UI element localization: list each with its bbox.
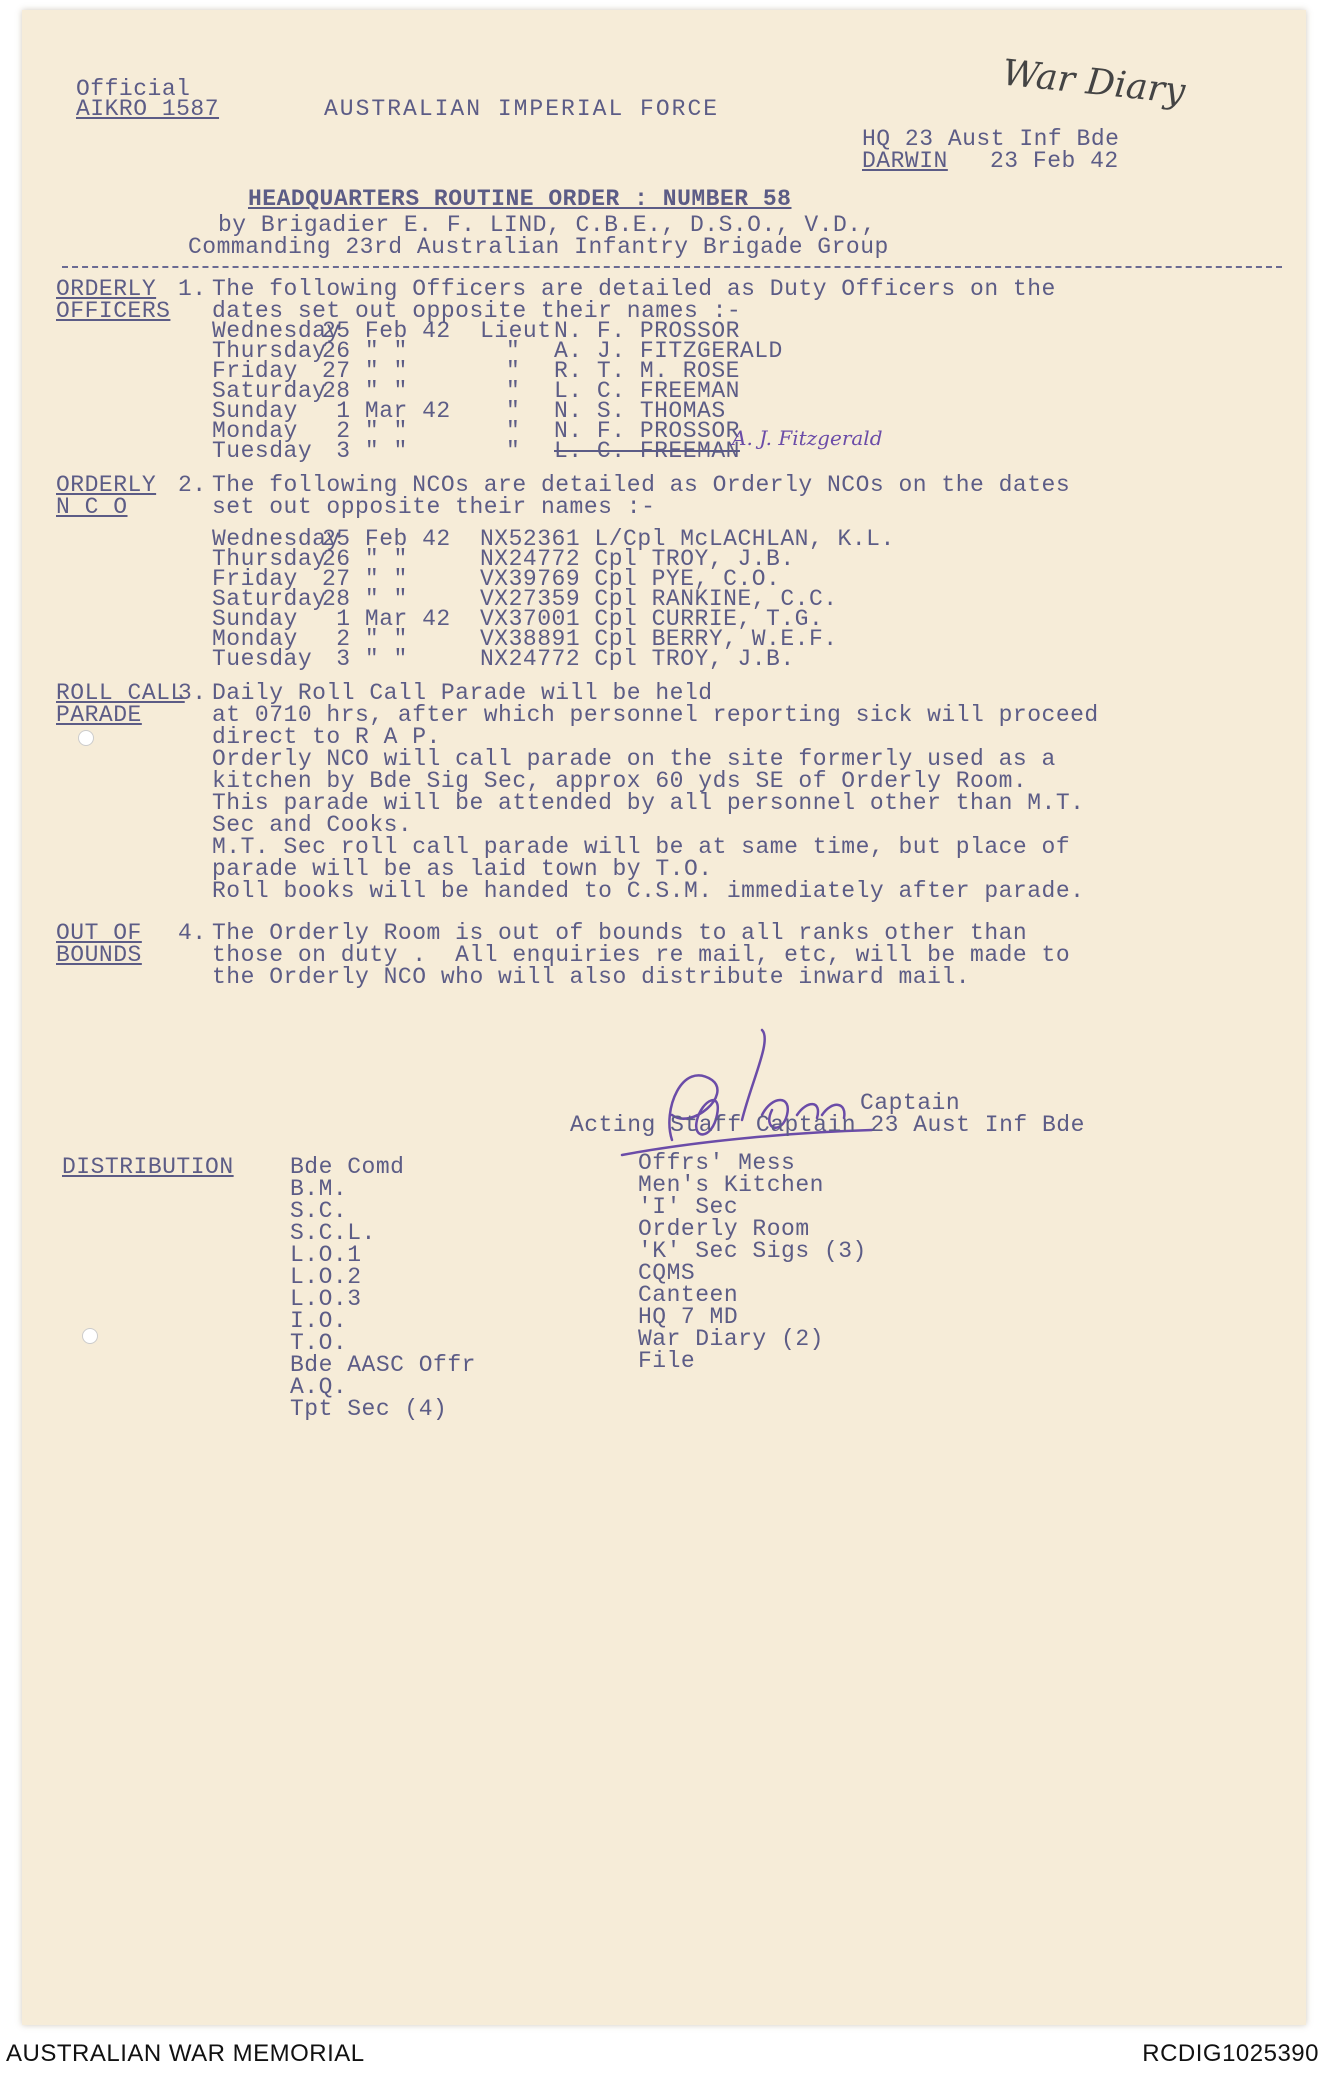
officers-number: 1. [178,276,207,302]
nco-row-entry: VX37001 Cpl CURRIE, T.G. [480,606,824,632]
distribution-item: Offrs' Mess [638,1150,796,1176]
distribution-item: 'I' Sec [638,1194,739,1220]
footer-right-id: RCDIG1025390 [1142,2040,1319,2067]
ncos-intro-2: set out opposite their names :- [212,494,656,520]
ncos-heading-2: N C O [56,494,128,520]
nco-row-date: 26 " " [322,546,408,572]
officer-row-name: A. J. FITZGERALD [554,338,783,364]
officer-row-mark: " [506,398,521,424]
ncos-number: 2. [178,472,207,498]
roll-call-line: M.T. Sec roll call parade will be at same time, but place of [212,834,1071,860]
bounds-heading-2: BOUNDS [56,942,142,968]
distribution-item: Canteen [638,1282,739,1308]
officer-row-date: 3 " " [322,438,408,464]
officer-row-name: N. S. THOMAS [554,398,726,424]
force-title: AUSTRALIAN IMPERIAL FORCE [324,96,720,122]
nco-row-day: Wednesday [212,526,341,552]
distribution-item: Men's Kitchen [638,1172,824,1198]
officer-row-date: 26 " " [322,338,408,364]
bounds-line: The Orderly Room is out of bounds to all ranks other than [212,920,1028,946]
distribution-item: L.O.1 [290,1242,362,1268]
nco-row-day: Sunday [212,606,298,632]
officer-row-mark: " [506,358,521,384]
officer-row-date: 28 " " [322,378,408,404]
roll-call-line: parade will be as laid town by T.O. [212,856,713,882]
officer-row-mark: " [506,418,521,444]
by-line: by Brigadier E. F. LIND, C.B.E., D.S.O., V.D., [218,212,876,238]
official-ref-line-1: Official [76,76,191,102]
nco-row-date: 28 " " [322,586,408,612]
place: DARWIN [862,148,948,174]
officer-row-day: Thursday [212,338,327,364]
distribution-item: S.C. [290,1198,348,1224]
distribution-item: S.C.L. [290,1220,376,1246]
ncos-heading-1: ORDERLY [56,472,157,498]
distribution-item: 'K' Sec Sigs (3) [638,1238,867,1264]
roll-call-line: Daily Roll Call Parade will be held [212,680,713,706]
roll-call-line: direct to R A P. [212,724,441,750]
officer-row-name-struck: L. C. FREEMAN [554,438,740,464]
order-title: HEADQUARTERS ROUTINE ORDER : NUMBER 58 [248,186,792,212]
nco-row-entry: NX52361 L/Cpl McLACHLAN, K.L. [480,526,895,552]
roll-call-line: Orderly NCO will call parade on the site formerly used as a [212,746,1056,772]
roll-call-line: Roll books will be handed to C.S.M. immediately after parade. [212,878,1085,904]
distribution-item: War Diary (2) [638,1326,824,1352]
roll-call-heading-2: PARADE [56,702,142,728]
distribution-heading: DISTRIBUTION [62,1154,234,1180]
roll-call-heading-1: ROLL CALL [56,680,185,706]
officer-row-day: Friday [212,358,298,384]
nco-row-date: 2 " " [322,626,408,652]
bounds-line: those on duty . All enquiries re mail, etc, will be made to [212,942,1071,968]
footer-left-credit: AUSTRALIAN WAR MEMORIAL [6,2040,365,2067]
nco-row-day: Tuesday [212,646,313,672]
roll-call-line: kitchen by Bde Sig Sec, approx 60 yds SE of Orderly Room. [212,768,1028,794]
officer-row-day: Monday [212,418,298,444]
signature-rank: Captain [860,1090,961,1116]
signature-appointment: Acting Staff Captain 23 Aust Inf Bde [570,1112,1085,1138]
bounds-heading-1: OUT OF [56,920,142,946]
nco-row-date: 25 Feb 42 [322,526,451,552]
officer-row-day: Saturday [212,378,327,404]
distribution-item: T.O. [290,1330,348,1356]
nco-row-entry: NX24772 Cpl TROY, J.B. [480,546,795,572]
officers-heading-1: ORDERLY [56,276,157,302]
distribution-item: Orderly Room [638,1216,810,1242]
officer-row-date: 1 Mar 42 [322,398,451,424]
nco-row-date: 1 Mar 42 [322,606,451,632]
bounds-number: 4. [178,920,207,946]
distribution-item: File [638,1348,696,1374]
nco-row-day: Thursday [212,546,327,572]
officer-row-name: L. C. FREEMAN [554,378,740,404]
officer-row-date: 2 " " [322,418,408,444]
officer-row-day: Wednesday [212,318,341,344]
commanding-line: Commanding 23rd Australian Infantry Brigade Group [188,234,889,260]
distribution-item: L.O.2 [290,1264,362,1290]
ncos-intro-1: The following NCOs are detailed as Orderly NCOs on the dates [212,472,1071,498]
punch-hole [82,1328,98,1344]
distribution-item: B.M. [290,1176,348,1202]
officer-row-day: Sunday [212,398,298,424]
date: 23 Feb 42 [990,148,1119,174]
nco-row-entry: VX39769 Cpl PYE, C.O. [480,566,781,592]
distribution-item: CQMS [638,1260,696,1286]
handwritten-amendment: A. J. Fitzgerald [732,426,883,450]
nco-row-entry: NX24772 Cpl TROY, J.B. [480,646,795,672]
nco-row-date: 3 " " [322,646,408,672]
officer-row-day: Tuesday [212,438,313,464]
war-diary-handwritten-note: War Diary [1000,52,1188,113]
bounds-line: the Orderly NCO who will also distribute inward mail. [212,964,971,990]
officer-row-date: 27 " " [322,358,408,384]
roll-call-line: at 0710 hrs, after which personnel reporting sick will proceed [212,702,1099,728]
divider-rule [62,266,1282,268]
officer-row-name: N. F. PROSSOR [554,318,740,344]
punch-hole [78,730,94,746]
distribution-item: Bde AASC Offr [290,1352,476,1378]
roll-call-line: This parade will be attended by all personnel other than M.T. [212,790,1085,816]
nco-row-day: Saturday [212,586,327,612]
distribution-item: Tpt Sec (4) [290,1396,448,1422]
roll-call-number: 3. [178,680,207,706]
nco-row-entry: VX27359 Cpl RANKINE, C.C. [480,586,838,612]
document-sheet [22,10,1306,2025]
officer-row-date: 25 Feb 42 [322,318,451,344]
distribution-item: L.O.3 [290,1286,362,1312]
signature-scrawl [602,1020,902,1170]
officers-intro-1: The following Officers are detailed as Duty Officers on the [212,276,1056,302]
officer-row-mark: " [506,338,521,364]
distribution-item: Bde Comd [290,1154,405,1180]
distribution-item: HQ 7 MD [638,1304,739,1330]
nco-row-day: Friday [212,566,298,592]
distribution-item: I.O. [290,1308,348,1334]
officers-intro-2: dates set out opposite their names :- [212,298,742,324]
officer-row-mark: " [506,438,521,464]
nco-row-day: Monday [212,626,298,652]
officer-row-mark: Lieut [480,318,552,344]
officer-row-name: R. T. M. ROSE [554,358,740,384]
officer-row-name: N. F. PROSSOR [554,418,740,444]
distribution-item: A.Q. [290,1374,348,1400]
official-ref-line-2: AIKRO 1587 [76,96,220,122]
hq-line: HQ 23 Aust Inf Bde [862,126,1120,152]
nco-row-entry: VX38891 Cpl BERRY, W.E.F. [480,626,838,652]
officer-row-mark: " [506,378,521,404]
officers-heading-2: OFFICERS [56,298,171,324]
roll-call-line: Sec and Cooks. [212,812,413,838]
nco-row-date: 27 " " [322,566,408,592]
